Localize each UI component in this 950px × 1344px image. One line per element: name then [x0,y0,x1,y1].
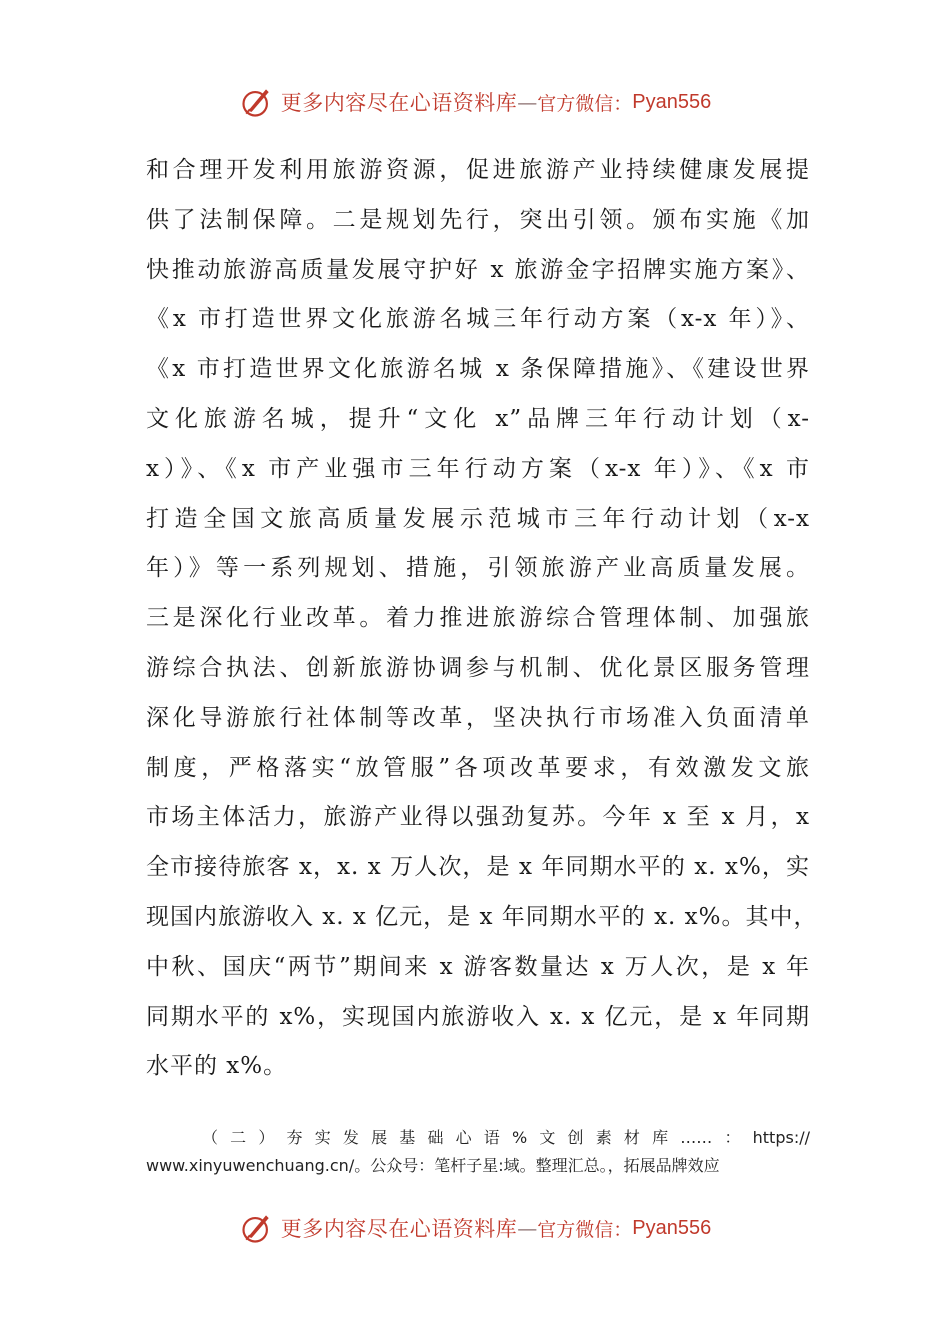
quill-pen-logo-icon [239,84,275,120]
body-line: 全市接待旅客 x，x. x 万人次，是 x 年同期水平的 x. x%，实 [146,854,810,881]
wechat-id: Pyan556 [632,1216,712,1239]
body-line: 市场主体活力，旅游产业得以强劲复苏。今年 x 至 x 月，x [146,804,810,831]
dash-separator: — [517,1216,538,1240]
wechat-id: Pyan556 [632,90,712,113]
body-line: 快推动旅游高质量发展守护好 x 旅游金字招牌实施方案》、 [146,256,810,283]
quill-pen-logo-icon [239,1210,275,1246]
body-line: 供了法制保障。二是规划先行，突出引领。颁布实施《加 [146,206,810,233]
body-line: 和合理开发利用旅游资源，促进旅游产业持续健康发展提 [146,157,810,183]
body-line: 《x 市打造世界文化旅游名城 x 条保障措施》、《建设世界 [146,356,810,383]
body-line: 深化导游旅行社体制等改革，坚决执行市场准入负面清单 [146,704,810,731]
body-line: 中秋、国庆“两节”期间来 x 游客数量达 x 万人次，是 x 年 [146,953,810,980]
body-line: 打造全国文旅高质量发展示范城市三年行动计划（x-x [146,505,810,532]
section-url-line[interactable]: www.xinyuwenchuang.cn/。公众号：笔杆子星:域。整理汇总。，拓展品牌效应 [146,1156,720,1175]
wechat-label: 官方微信： [537,92,633,115]
body-paragraph [146,146,818,1092]
dash-separator: — [517,90,538,114]
brand-text: 更多内容尽在心语资料库 [280,1217,518,1241]
section-heading [146,1124,810,1180]
body-line: 三是深化行业改革。着力推进旅游综合管理体制、加强旅 [146,605,810,632]
body-line: 年）》等一系列规划、措施，引领旅游产业高质量发展。 [146,555,810,582]
body-line: 文化旅游名城，提升“文化 x”品牌三年行动计划（x- [146,405,810,432]
body-line: x）》、《x 市产业强市三年行动方案（x-x 年）》、《x 市 [146,455,810,482]
wechat-label: 官方微信： [537,1218,633,1241]
section-heading-line: （二）夯实发展基础心语%文创素材库……：https:// [202,1128,810,1147]
body-line: 现国内旅游收入 x. x 亿元，是 x 年同期水平的 x. x%。其中， [146,903,818,930]
body-line: 《x 市打造世界文化旅游名城三年行动方案（x-x 年）》、 [146,306,810,333]
body-line: 游综合执法、创新旅游协调参与机制、优化景区服务管理 [146,654,810,681]
header-banner [0,82,950,122]
body-line: 水平的 x%。 [146,1053,288,1080]
body-line: 制度，严格落实“放管服”各项改革要求，有效激发文旅 [146,754,810,781]
body-line: 同期水平的 x%，实现国内旅游收入 x. x 亿元，是 x 年同期 [146,1003,810,1030]
brand-text: 更多内容尽在心语资料库 [280,91,518,115]
footer-banner [0,1208,950,1248]
